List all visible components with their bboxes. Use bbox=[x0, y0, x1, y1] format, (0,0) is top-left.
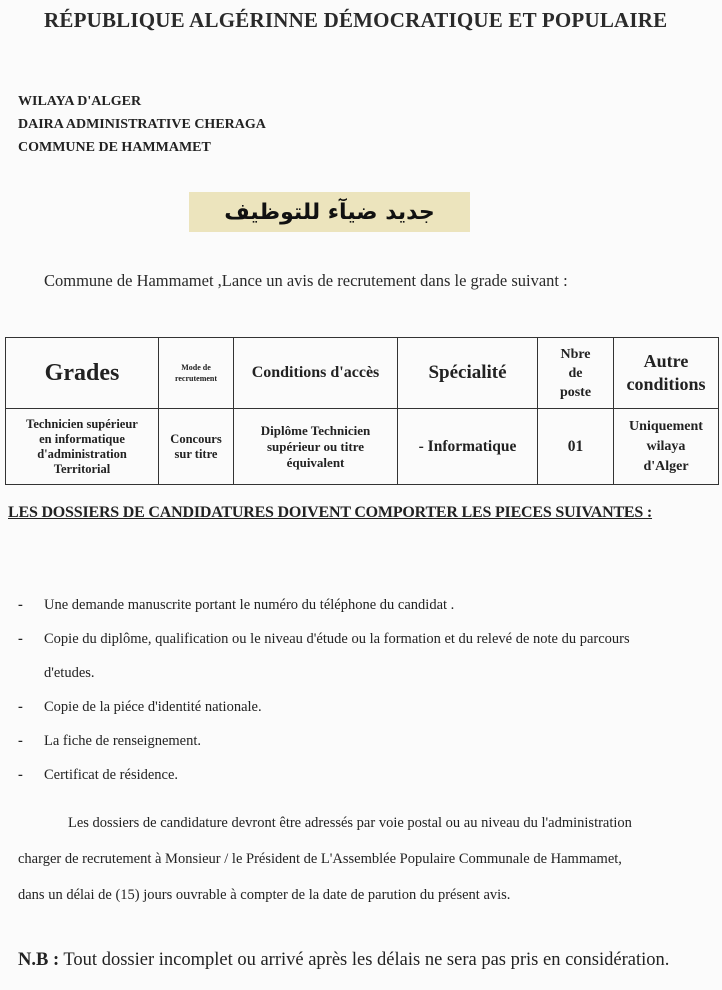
commune-line: COMMUNE DE HAMMAMET bbox=[18, 140, 211, 155]
header-mode bbox=[159, 338, 234, 409]
cell-grade-line: Territorial bbox=[53, 461, 111, 476]
cell-conditions bbox=[234, 409, 398, 485]
header-mode-line: Mode de bbox=[181, 363, 211, 372]
grades-table bbox=[5, 337, 719, 485]
dash-bullet-icon: - bbox=[18, 699, 23, 715]
nb-label: N.B : bbox=[18, 950, 60, 970]
cell-autre-line: d'Alger bbox=[643, 458, 689, 474]
header-specialite: Spécialité bbox=[398, 338, 538, 409]
list-item-text: La fiche de renseignement. bbox=[44, 733, 202, 749]
cell-mode-line: sur titre bbox=[174, 446, 218, 461]
instructions-line: Les dossiers de candidature devront être adressés par voie postal ou au niveau du l'administration bbox=[68, 815, 632, 831]
header-conditions: Conditions d'accès bbox=[234, 338, 398, 409]
header-nbre-line: Nbre bbox=[560, 346, 591, 362]
header-nbre bbox=[538, 338, 614, 409]
list-item-text-continuation: d'etudes. bbox=[44, 665, 95, 681]
cell-nbre: 01 bbox=[538, 409, 614, 485]
dash-bullet-icon: - bbox=[18, 733, 23, 749]
instructions-line: charger de recrutement à Monsieur / le Président de L'Assemblée Populaire Communale de Hammamet, bbox=[18, 851, 622, 867]
instructions-paragraph bbox=[18, 805, 718, 913]
wilaya-line: WILAYA D'ALGER bbox=[18, 94, 142, 109]
cell-conditions-line: équivalent bbox=[286, 454, 345, 470]
pieces-list bbox=[18, 588, 718, 792]
cell-grade-line: Technicien supérieur bbox=[26, 416, 138, 431]
banner-text: جديد ضيآء للتوظيف bbox=[224, 199, 435, 225]
cell-grade-line: d'administration bbox=[37, 446, 127, 461]
cell-autre-line: wilaya bbox=[646, 438, 686, 454]
header-autre-line: Autre bbox=[643, 351, 689, 371]
list-item-text: Copie de la piéce d'identité nationale. bbox=[44, 699, 262, 715]
intro-text: Commune de Hammamet ,Lance un avis de recrutement dans le grade suivant : bbox=[44, 271, 568, 290]
header-autre-line: conditions bbox=[626, 374, 706, 394]
administration-block bbox=[18, 90, 266, 159]
list-item-text: Copie du diplôme, qualification ou le niveau d'étude ou la formation et du relevé de note du parcours bbox=[44, 631, 630, 647]
cell-grade bbox=[6, 409, 159, 485]
cell-autre-line: Uniquement bbox=[629, 418, 703, 434]
cell-grade-line: en informatique bbox=[39, 431, 125, 446]
header-nbre-line: poste bbox=[559, 384, 592, 400]
header-mode-line: recrutement bbox=[174, 374, 218, 383]
cell-specialite: - Informatique bbox=[398, 409, 538, 485]
daira-line: DAIRA ADMINISTRATIVE CHERAGA bbox=[18, 117, 266, 132]
nb-note bbox=[18, 950, 669, 971]
nb-text: Tout dossier incomplet ou arrivé après les délais ne sera pas pris en considération. bbox=[63, 950, 670, 970]
header-autre bbox=[614, 338, 719, 409]
table-header-row bbox=[6, 338, 719, 409]
cell-conditions-line: supérieur ou titre bbox=[266, 438, 364, 454]
list-item-text: Une demande manuscrite portant le numéro du téléphone du candidat . bbox=[44, 597, 455, 613]
list-item bbox=[18, 690, 718, 724]
list-item bbox=[18, 758, 718, 792]
dash-bullet-icon: - bbox=[18, 597, 23, 613]
dash-bullet-icon: - bbox=[18, 631, 23, 647]
list-item-text: Certificat de résidence. bbox=[44, 767, 179, 783]
header-nbre-line: de bbox=[568, 365, 583, 381]
cell-conditions-line: Diplôme Technicien bbox=[260, 422, 371, 438]
list-item bbox=[18, 588, 718, 622]
list-item bbox=[18, 622, 718, 690]
dash-bullet-icon: - bbox=[18, 767, 23, 783]
cell-mode-line: Concours bbox=[170, 431, 222, 446]
watermark-banner bbox=[189, 192, 470, 232]
table-row bbox=[6, 409, 719, 485]
instructions-line: dans un délai de (15) jours ouvrable à compter de la date de parution du présent avis. bbox=[18, 887, 511, 903]
header-grades: Grades bbox=[6, 338, 159, 409]
page-title: RÉPUBLIQUE ALGÉRINNE DÉMOCRATIQUE ET POPULAIRE bbox=[44, 8, 668, 32]
cell-autre bbox=[614, 409, 719, 485]
dossiers-heading: LES DOSSIERS DE CANDIDATURES DOIVENT COMPORTER LES PIECES SUIVANTES : bbox=[8, 504, 653, 521]
list-item bbox=[18, 724, 718, 758]
cell-mode bbox=[159, 409, 234, 485]
